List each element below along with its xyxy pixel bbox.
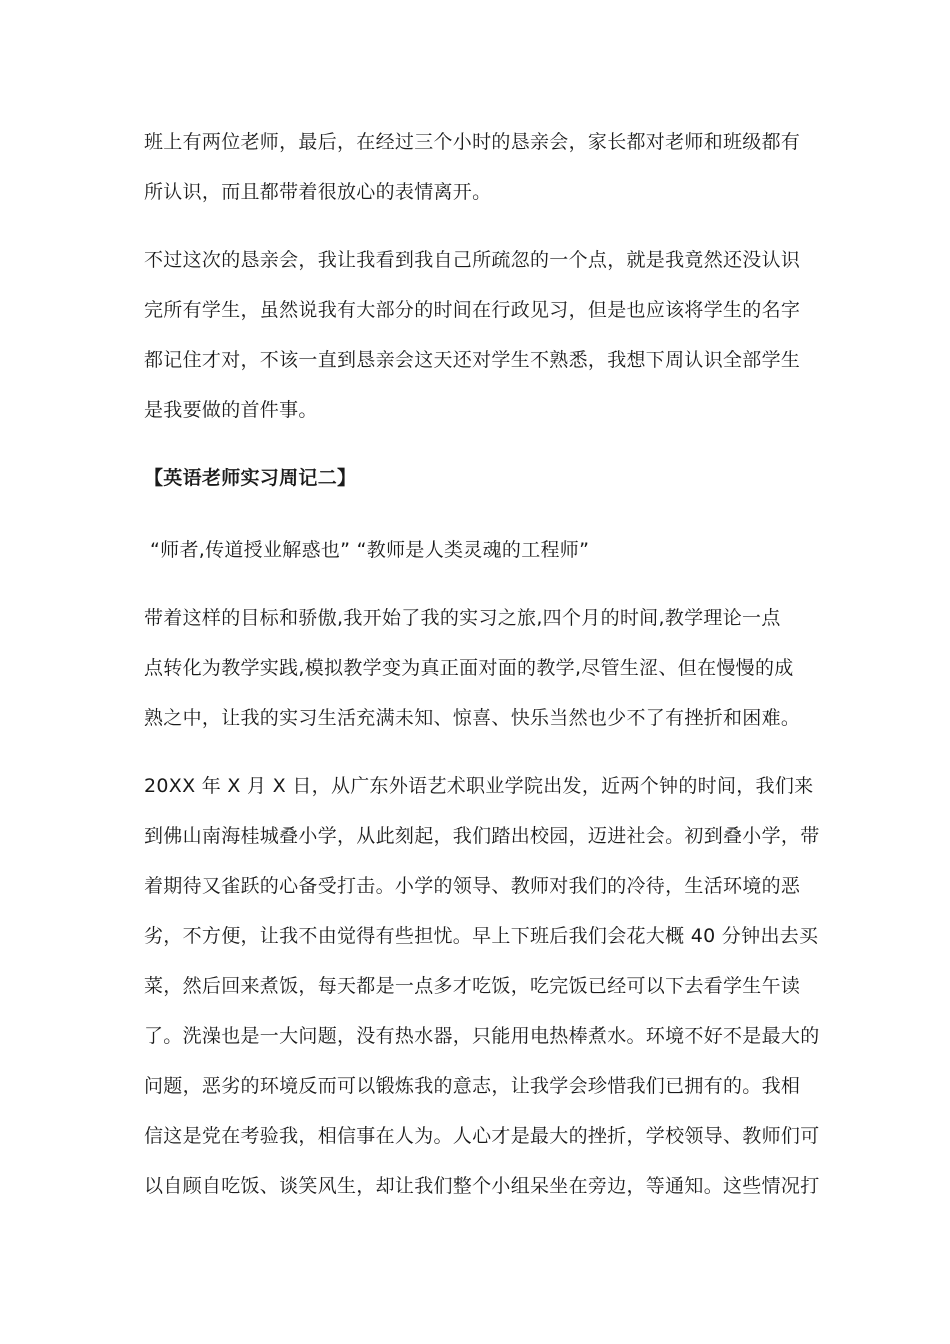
quote-line: “师者,传道授业解惑也” “教师是人类灵魂的工程师” [150,539,590,561]
section-heading: 【英语老师实习周记二】 [144,467,357,489]
paragraph-line: 20XX 年 X 月 X 日，从广东外语艺术职业学院出发，近两个钟的时间，我们来 [144,775,814,797]
paragraph-line: 劣，不方便，让我不由觉得有些担忧。早上下班后我们会花大概 40 分钟出去买 [144,925,819,947]
paragraph-line: 带着这样的目标和骄傲,我开始了我的实习之旅,四个月的时间,教学理论一点 [144,607,781,629]
paragraph-line: 是我要做的首件事。 [144,399,318,421]
paragraph-line: 所认识，而且都带着很放心的表情离开。 [144,181,492,203]
paragraph-line: 熟之中，让我的实习生活充满未知、惊喜、快乐当然也少不了有挫折和困难。 [144,707,801,729]
paragraph-line: 问题，恶劣的环境反而可以锻炼我的意志，让我学会珍惜我们已拥有的。我相 [144,1075,801,1097]
paragraph-line: 信这是党在考验我，相信事在人为。人心才是最大的挫折，学校领导、教师们可 [144,1125,820,1147]
paragraph-line: 菜，然后回来煮饭，每天都是一点多才吃饭，吃完饭已经可以下去看学生午读 [144,975,801,997]
paragraph-line: 点转化为教学实践,模拟教学变为真正面对面的教学,尽管生涩、但在慢慢的成 [144,657,794,679]
paragraph-line: 班上有两位老师，最后，在经过三个小时的恳亲会，家长都对老师和班级都有 [144,131,801,153]
paragraph-line: 不过这次的恳亲会，我让我看到我自己所疏忽的一个点，就是我竟然还没认识 [144,249,801,271]
paragraph-line: 着期待又雀跃的心备受打击。小学的领导、教师对我们的冷待，生活环境的恶 [144,875,801,897]
paragraph-line: 完所有学生，虽然说我有大部分的时间在行政见习，但是也应该将学生的名字 [144,299,801,321]
paragraph-line: 都记住才对，不该一直到恳亲会这天还对学生不熟悉，我想下周认识全部学生 [144,349,801,371]
paragraph-line: 了。洗澡也是一大问题，没有热水器，只能用电热棒煮水。环境不好不是最大的 [144,1025,820,1047]
paragraph-line: 以自顾自吃饭、谈笑风生，却让我们整个小组呆坐在旁边，等通知。这些情况打 [144,1175,820,1197]
paragraph-line: 到佛山南海桂城叠小学，从此刻起，我们踏出校园，迈进社会。初到叠小学，带 [144,825,820,847]
